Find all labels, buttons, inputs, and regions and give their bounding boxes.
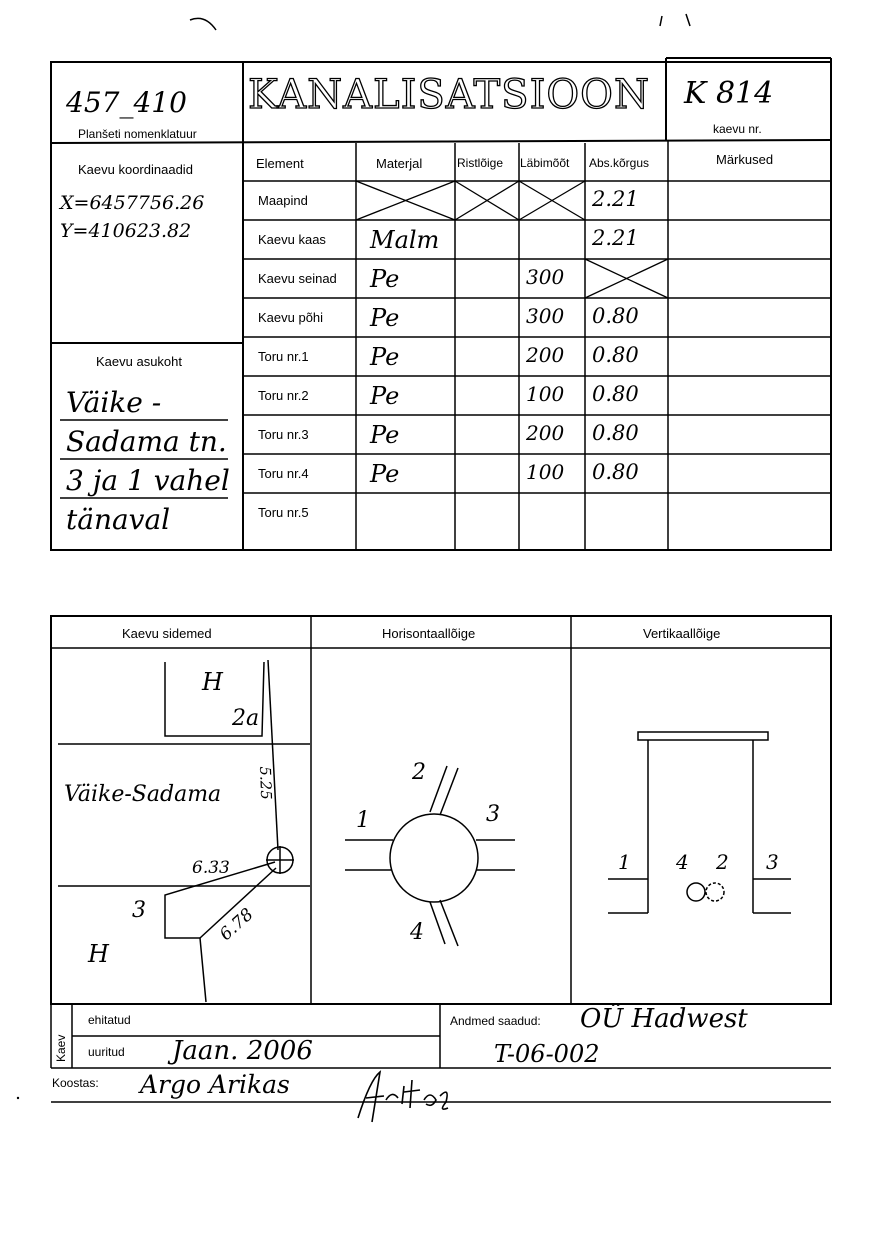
location-line: 3 ja 1 vahel	[66, 464, 230, 497]
row-material: Malm	[370, 226, 440, 254]
pipe-label: 3	[486, 802, 500, 827]
house-number-label: 3	[132, 898, 146, 923]
table-header: Ristlõige	[457, 156, 504, 170]
house-h-label: H	[88, 940, 109, 968]
distance-label: 5.25	[256, 766, 276, 801]
vertical-section	[608, 732, 791, 913]
compiled-value: Argo Arikas	[140, 1070, 290, 1099]
compiled-label: Koostas:	[52, 1076, 99, 1090]
house-number-label: 2a	[232, 706, 260, 731]
street-label: Väike-Sadama	[64, 782, 222, 807]
row-material: Pe	[370, 343, 400, 371]
nomenclature-label: Planšeti nomenklatuur	[78, 127, 197, 141]
distance-label: 6.33	[192, 858, 230, 878]
row-diameter: 300	[526, 304, 565, 328]
row-element: Kaevu põhi	[258, 310, 324, 325]
row-height: 0.80	[592, 382, 639, 406]
row-material: Pe	[370, 460, 400, 488]
distance-label: 6.78	[216, 904, 258, 945]
surveyed-label: uuritud	[88, 1045, 125, 1059]
coordinates-label: Kaevu koordinaadid	[78, 162, 193, 177]
table-header: Materjal	[376, 156, 423, 171]
pipe-label: 4	[410, 920, 424, 945]
table-header: Element	[256, 156, 304, 171]
pipe-label: 4	[676, 850, 689, 874]
footer-side-label: Kaev	[54, 1034, 68, 1062]
data-source-value: OÜ Hadwest	[580, 1004, 748, 1034]
vertical-title: Vertikaallõige	[643, 626, 721, 641]
row-diameter: 200	[526, 421, 565, 445]
pipe-label: 2	[412, 760, 426, 785]
row-diameter: 100	[526, 460, 565, 484]
row-diameter: 100	[526, 382, 565, 406]
pipe-label: 1	[356, 808, 370, 833]
table-header: Läbimõõt	[520, 156, 570, 170]
table-header: Abs.kõrgus	[589, 156, 650, 170]
row-material: Pe	[370, 265, 400, 293]
surveyed-value: Jaan. 2006	[172, 1036, 313, 1066]
nomenclature-value: 457_410	[66, 86, 187, 119]
row-element: Maapind	[258, 193, 308, 208]
signature	[358, 1072, 448, 1122]
row-element: Toru nr.4	[258, 466, 309, 481]
coordinate-y: Y=410623.82	[60, 220, 192, 242]
pipe-label: 2	[716, 850, 729, 874]
built-label: ehitatud	[88, 1013, 131, 1027]
well-number-label: kaevu nr.	[713, 122, 762, 136]
row-element: Toru nr.2	[258, 388, 309, 403]
row-element: Toru nr.3	[258, 427, 309, 442]
row-height: 2.21	[592, 187, 639, 211]
horizontal-section	[345, 766, 515, 946]
location-line: tänaval	[66, 503, 171, 536]
pipe-label: 3	[766, 850, 779, 874]
page-title: KANALISATSIOON	[248, 72, 650, 118]
horizontal-title: Horisontaallõige	[382, 626, 476, 641]
row-element: Toru nr.5	[258, 505, 309, 520]
coordinate-x: X=6457756.26	[60, 192, 205, 214]
house-h-label: H	[202, 668, 223, 696]
ties-title: Kaevu sidemed	[122, 626, 212, 641]
row-height: 0.80	[592, 421, 639, 445]
data-source-label: Andmed saadud:	[450, 1014, 541, 1028]
row-element: Kaevu kaas	[258, 232, 326, 247]
row-height: 0.80	[592, 460, 639, 484]
table-header: Märkused	[716, 152, 774, 167]
row-material: Pe	[370, 421, 400, 449]
row-material: Pe	[370, 304, 400, 332]
location-label: Kaevu asukoht	[96, 354, 183, 369]
row-height: 2.21	[592, 226, 639, 250]
row-diameter: 200	[526, 343, 565, 367]
row-element: Toru nr.1	[258, 349, 309, 364]
row-element: Kaevu seinad	[258, 271, 337, 286]
data-source-code: T-06-002	[494, 1040, 600, 1068]
row-material: Pe	[370, 382, 400, 410]
row-diameter: 300	[526, 265, 565, 289]
pipe-label: 1	[618, 850, 631, 874]
location-line: Sadama tn.	[66, 425, 227, 458]
row-height: 0.80	[592, 304, 639, 328]
location-line: Väike -	[66, 386, 162, 419]
well-number-value: K 814	[684, 76, 774, 111]
row-height: 0.80	[592, 343, 639, 367]
